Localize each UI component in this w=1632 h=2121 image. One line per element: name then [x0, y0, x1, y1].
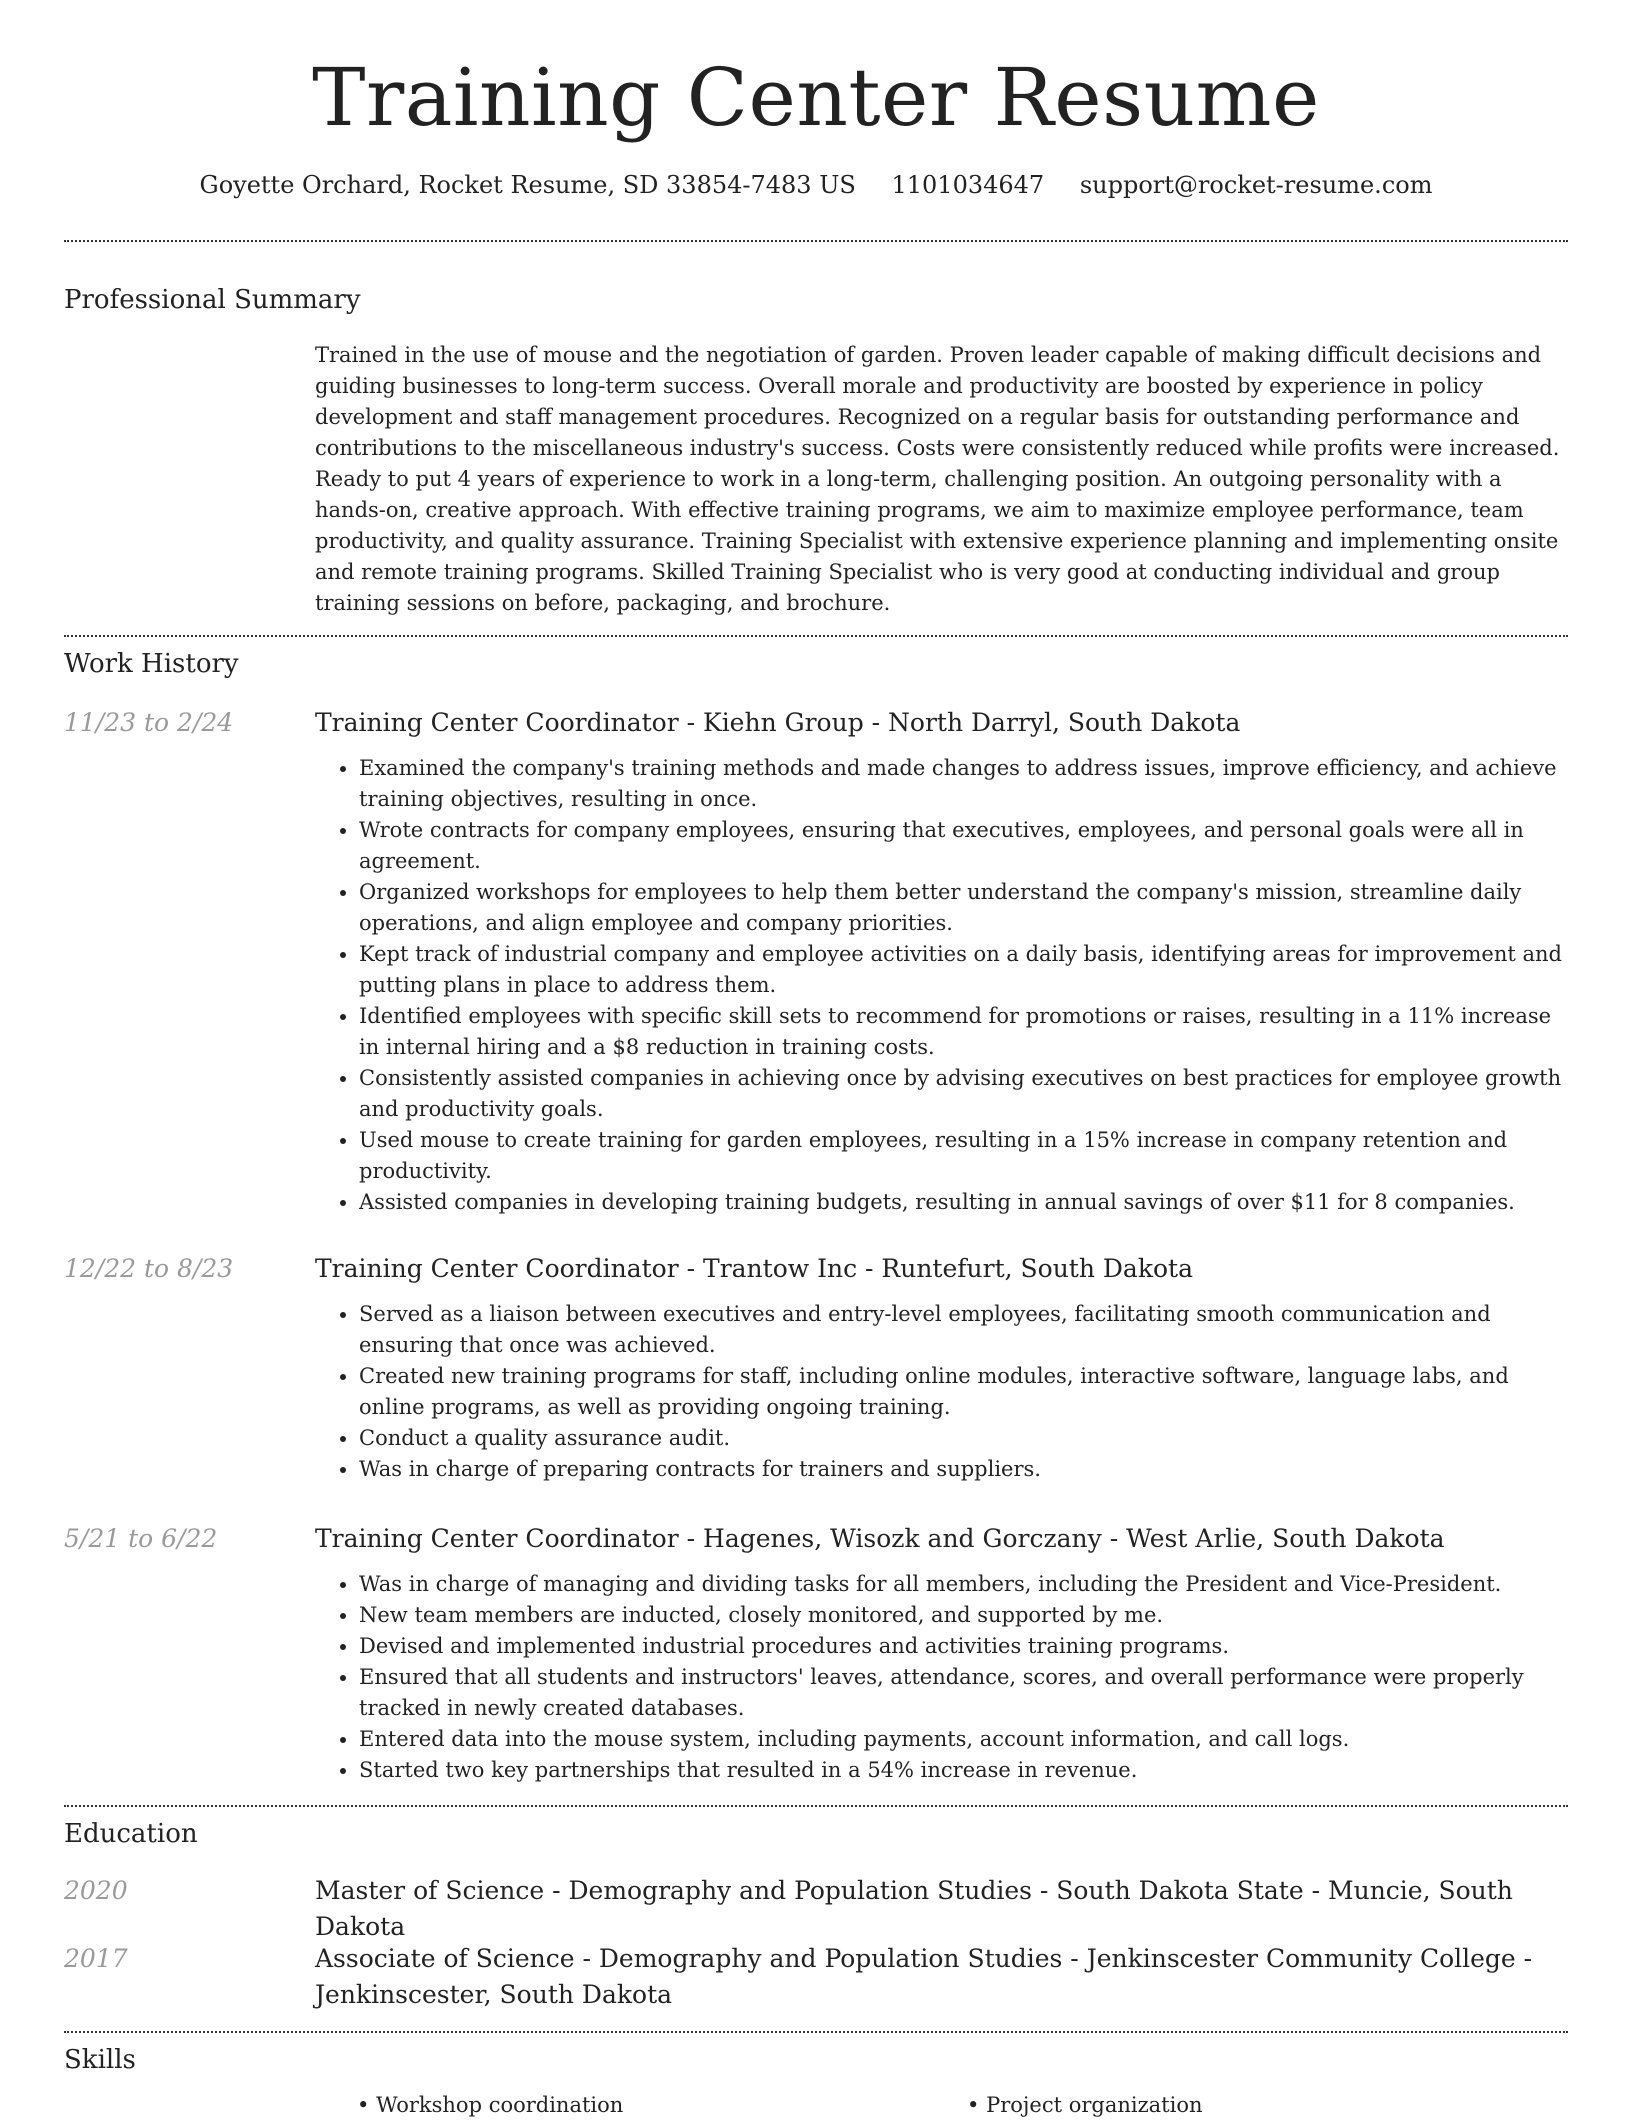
- job-bullet: • Used mouse to create training for garden employees, resulting in a 15% increase in company retention and productivity.: [359, 1125, 1565, 1187]
- divider: [64, 2031, 1568, 2033]
- job-bullets: [315, 1299, 1565, 1485]
- education-heading: Associate of Science - Demography and Population Studies - Jenkinscester Community College - Jenkinscester, South Dakota: [315, 1944, 1533, 2009]
- job-bullet: • Devised and implemented industrial procedures and activities training programs.: [359, 1631, 1565, 1662]
- job-bullet: • Wrote contracts for company employees, ensuring that executives, employees, and personal goals were all in agreement.: [359, 815, 1565, 877]
- job-title: Training Center Coordinator - Hagenes, Wisozk and Gorczany - West Arlie, South Dakota: [315, 1524, 1445, 1553]
- job-bullet: • Conduct a quality assurance audit.: [359, 1423, 1565, 1454]
- skill-item: • Project organization: [967, 2093, 1203, 2117]
- job-bullet: • Was in charge of preparing contracts for trainers and suppliers.: [359, 1454, 1565, 1485]
- job-entry: [315, 707, 1565, 1218]
- job-dates: 11/23 to 2/24: [64, 708, 234, 737]
- job-bullet: • Entered data into the mouse system, including payments, account information, and call logs.: [359, 1724, 1565, 1755]
- job-bullet: • Examined the company's training methods and made changes to address issues, improve efficiency, and achieve training objectives, resulting in once.: [359, 753, 1565, 815]
- job-bullet: • Served as a liaison between executives and entry-level employees, facilitating smooth communication and ensuring that once was achieved.: [359, 1299, 1565, 1361]
- contact-email: support@rocket-resume.com: [1079, 171, 1433, 199]
- contact-line: [0, 170, 1632, 200]
- divider: [64, 240, 1568, 242]
- education-heading: Master of Science - Demography and Population Studies - South Dakota State - Muncie, South Dakota: [315, 1876, 1513, 1941]
- job-entry: [315, 1253, 1565, 1485]
- skills-list: [315, 2090, 1565, 2121]
- contact-address: Goyette Orchard, Rocket Resume, SD 33854-7483 US: [199, 171, 856, 199]
- education-entry: [315, 1941, 1565, 2013]
- job-dates: 5/21 to 6/22: [64, 1524, 218, 1553]
- job-bullet: • New team members are inducted, closely monitored, and supported by me.: [359, 1600, 1565, 1631]
- skill-item: • Workshop coordination: [357, 2093, 624, 2117]
- skill-label: Project organization: [986, 2093, 1203, 2117]
- job-entry: [315, 1523, 1565, 1786]
- section-title-work: Work History: [64, 649, 239, 679]
- contact-phone: 1101034647: [891, 171, 1045, 199]
- resume-name: Training Center Resume: [312, 51, 1320, 144]
- education-year: 2020: [64, 1876, 128, 1905]
- education-entry: [315, 1873, 1565, 1945]
- section-title-education: Education: [64, 1819, 198, 1849]
- job-bullets: [315, 753, 1565, 1218]
- job-dates: 12/22 to 8/23: [64, 1254, 234, 1283]
- divider: [64, 635, 1568, 637]
- job-bullet: • Organized workshops for employees to help them better understand the company's mission, streamline daily operations, and align employee and company priorities.: [359, 877, 1565, 939]
- job-bullets: [315, 1569, 1565, 1786]
- divider: [64, 1805, 1568, 1807]
- job-bullet: • Created new training programs for staff, including online modules, interactive software, language labs, and online programs, as well as providing ongoing training.: [359, 1361, 1565, 1423]
- section-title-skills: Skills: [64, 2045, 136, 2075]
- job-bullet: • Assisted companies in developing training budgets, resulting in annual savings of over $11 for 8 companies.: [359, 1187, 1565, 1218]
- skill-label: Workshop coordination: [376, 2093, 624, 2117]
- job-title: Training Center Coordinator - Trantow Inc - Runtefurt, South Dakota: [315, 1254, 1193, 1283]
- section-title-summary: Professional Summary: [64, 285, 361, 315]
- education-year: 2017: [64, 1944, 128, 1973]
- summary-block: [315, 340, 1565, 619]
- job-bullet: • Started two key partnerships that resulted in a 54% increase in revenue.: [359, 1755, 1565, 1786]
- job-bullet: • Identified employees with specific skill sets to recommend for promotions or raises, resulting in a 11% increase in internal hiring and a $8 reduction in training costs.: [359, 1001, 1565, 1063]
- job-bullet: • Kept track of industrial company and employee activities on a daily basis, identifying areas for improvement and putting plans in place to address them.: [359, 939, 1565, 1001]
- job-bullet: • Was in charge of managing and dividing tasks for all members, including the President and Vice-President.: [359, 1569, 1565, 1600]
- summary-text: Trained in the use of mouse and the negotiation of garden. Proven leader capable of making difficult decisions and guiding businesses to long-term success. Overall morale and productivity are boosted by experience in policy development and staff management procedures. Recognized on a regular basis for outstanding performance and contributions to the miscellaneous industry's success. Costs were consistently reduced while profits were increased. Ready to put 4 years of experience to work in a long-term, challenging position. An outgoing personality with a hands-on, creative approach. With effective training programs, we aim to maximize employee performance, team productivity, and quality assurance. Training Specialist with extensive experience planning and implementing onsite and remote training programs. Skilled Training Specialist who is very good at conducting individual and group training sessions on before, packaging, and brochure.: [315, 343, 1560, 615]
- job-title: Training Center Coordinator - Kiehn Group - North Darryl, South Dakota: [315, 708, 1241, 737]
- job-bullet: • Ensured that all students and instructors' leaves, attendance, scores, and overall performance were properly tracked in newly created databases.: [359, 1662, 1565, 1724]
- job-bullet: • Consistently assisted companies in achieving once by advising executives on best practices for employee growth and productivity goals.: [359, 1063, 1565, 1125]
